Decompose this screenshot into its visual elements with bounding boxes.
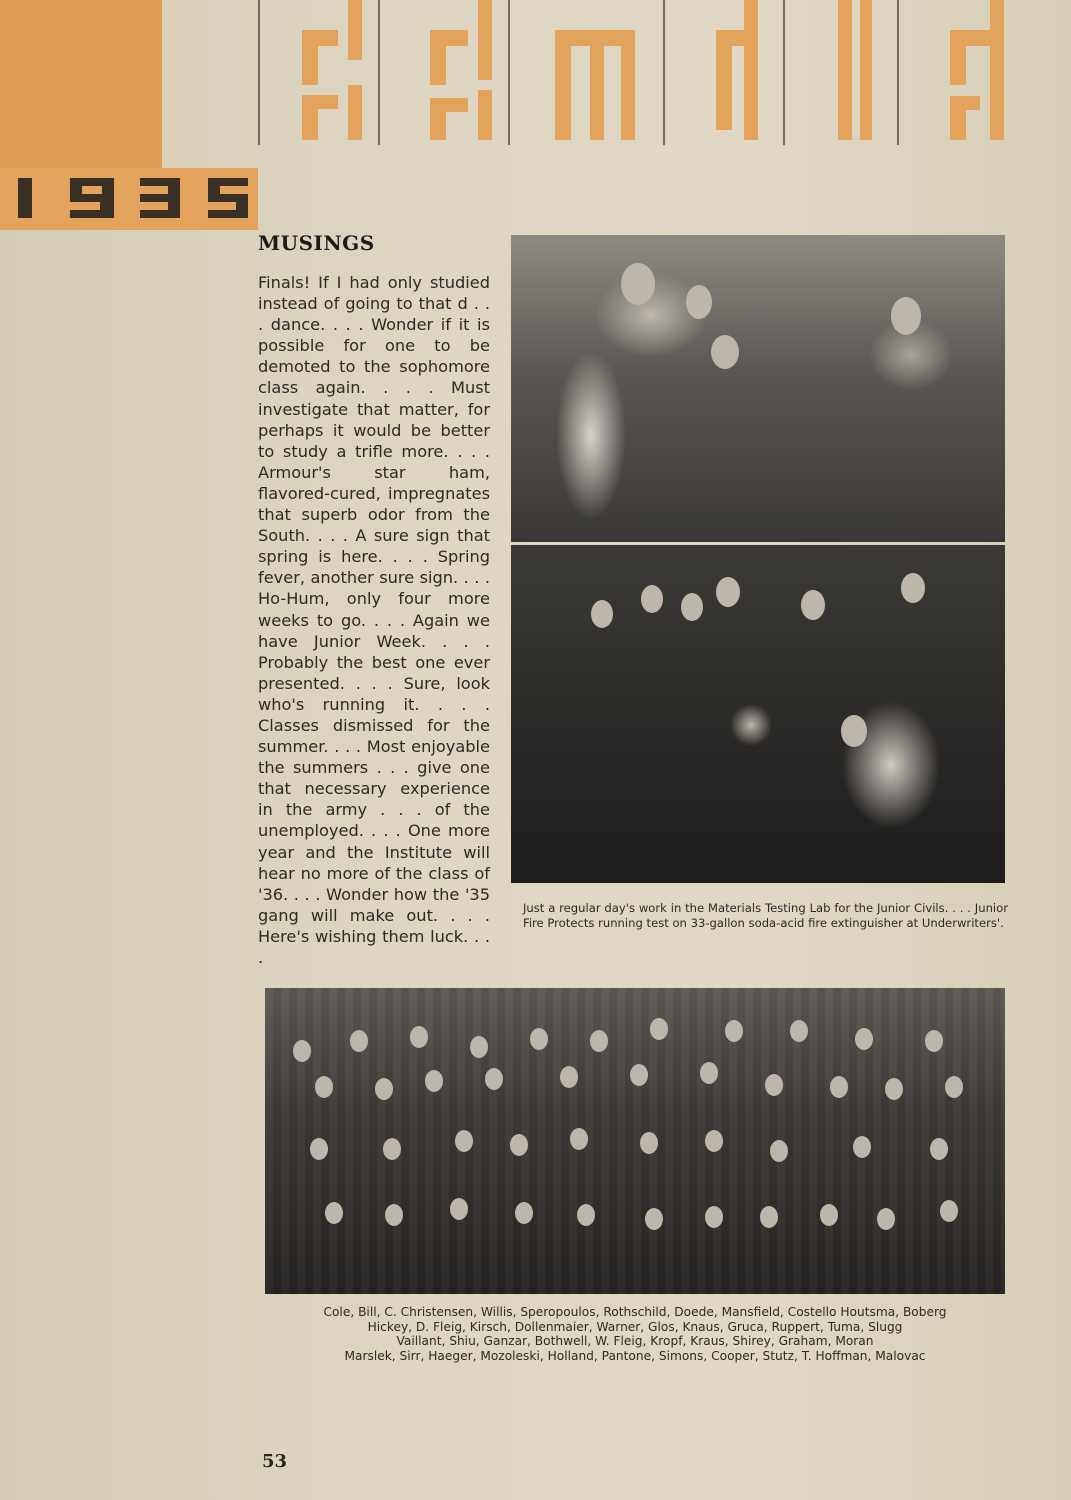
year-digit-9-glyph: [70, 178, 114, 218]
year-digit-1-glyph: [18, 178, 32, 218]
page-number: 53: [262, 1451, 288, 1472]
header-rule: [258, 0, 260, 145]
class-group-photo: [265, 988, 1005, 1294]
year-digit-3-glyph: [140, 178, 180, 218]
names-row-4: Marslek, Sirr, Haeger, Mozoleski, Holland, Pantone, Simons, Cooper, Stutz, T. Hoffman, Malovac: [344, 1349, 926, 1364]
header-rule: [508, 0, 510, 145]
names-row-1: Cole, Bill, C. Christensen, Willis, Speropoulos, Rothschild, Doede, Mansfield, Costello Houtsma, Boberg: [323, 1305, 947, 1319]
article-heading: MUSINGS: [258, 231, 375, 255]
names-row-2: Hickey, D. Fleig, Kirsch, Dollenmaier, Warner, Glos, Knaus, Gruca, Ruppert, Tuma, Slugg: [367, 1319, 903, 1334]
header-rule: [663, 0, 665, 145]
article-body: Finals! If I had only studied instead of going to that d . . . dance. . . . Wonder if it is possible for one to be demoted to the sophomore class again. . . . Must investigate that matter, for perhaps it would be better to study a trifle more. . . . Armour's star ham, flavored-cured, impregnates that superb odor from the South. . . . A sure sign that spring is here. . . . Spring fever, another sure sign. . . . Ho-Hum, only four more weeks to go. . . . Again we have Junior Week. . . . Probably the best one ever presented. . . . Sure, look who's running it. . . . Classes dismissed for the summer. . . . Most enjoyable the summers . . . give one that necessary experience in the army . . . of the unemployed. . . . One more year and the Institute will hear no more of the class of '36. . . . Wonder how the '35 gang will make out. . . . Here's wishing them luck. . . .: [258, 273, 490, 967]
header-rule: [783, 0, 785, 145]
lab-photo-fire-extinguisher-test: [511, 545, 1005, 883]
names-row-3: Vaillant, Shiu, Ganzar, Bothwell, W. Fleig, Kropf, Kraus, Shirey, Graham, Moran: [396, 1334, 874, 1349]
lab-photo-materials-testing: [511, 235, 1005, 542]
header-rule: [378, 0, 380, 145]
group-photo-names: [265, 1305, 1005, 1364]
header-rule: [897, 0, 899, 145]
year-digit-5-glyph: [208, 178, 248, 218]
photo-caption: Just a regular day's work in the Materials Testing Lab for the Junior Civils. . . . Junior Fire Protects running test on 33-gallon soda-acid fire extinguisher at Underwriters'.: [523, 901, 1008, 930]
